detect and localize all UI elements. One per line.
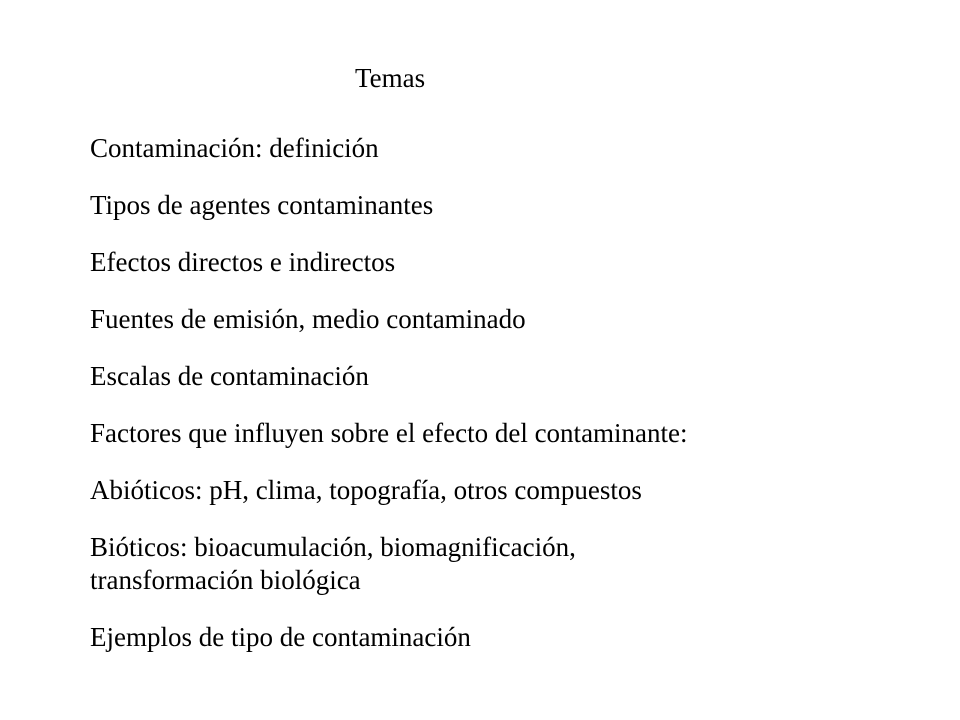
topic-text: Fuentes de emisión, medio contaminado xyxy=(90,304,526,334)
topic-item-biotic xyxy=(90,531,910,597)
topic-item-effects xyxy=(90,246,910,279)
topic-item-agent-types xyxy=(90,189,910,222)
topic-text: Efectos directos e indirectos xyxy=(90,247,396,277)
topic-text: Contaminación: definición xyxy=(90,133,379,163)
topic-text: Ejemplos de tipo de contaminación xyxy=(90,622,471,652)
topic-text-line-2: transformación biológica xyxy=(90,565,361,595)
topic-item-factors xyxy=(90,417,910,450)
topic-text: Tipos de agentes contaminantes xyxy=(90,190,434,220)
topic-list xyxy=(90,132,910,678)
topic-text: Escalas de contaminación xyxy=(90,361,369,391)
topic-item-scales xyxy=(90,360,910,393)
topic-item-emission-sources xyxy=(90,303,910,336)
topic-text-line-1: Bióticos: bioacumulación, biomagnificación, xyxy=(90,532,576,562)
topic-item-abiotic xyxy=(90,474,910,507)
slide-title: Temas xyxy=(355,63,426,93)
topic-text: Abióticos: pH, clima, topografía, otros compuestos xyxy=(90,475,642,505)
topic-item-examples xyxy=(90,621,910,654)
topic-text: Factores que influyen sobre el efecto del contaminante: xyxy=(90,418,688,448)
topic-item-definition xyxy=(90,132,910,165)
